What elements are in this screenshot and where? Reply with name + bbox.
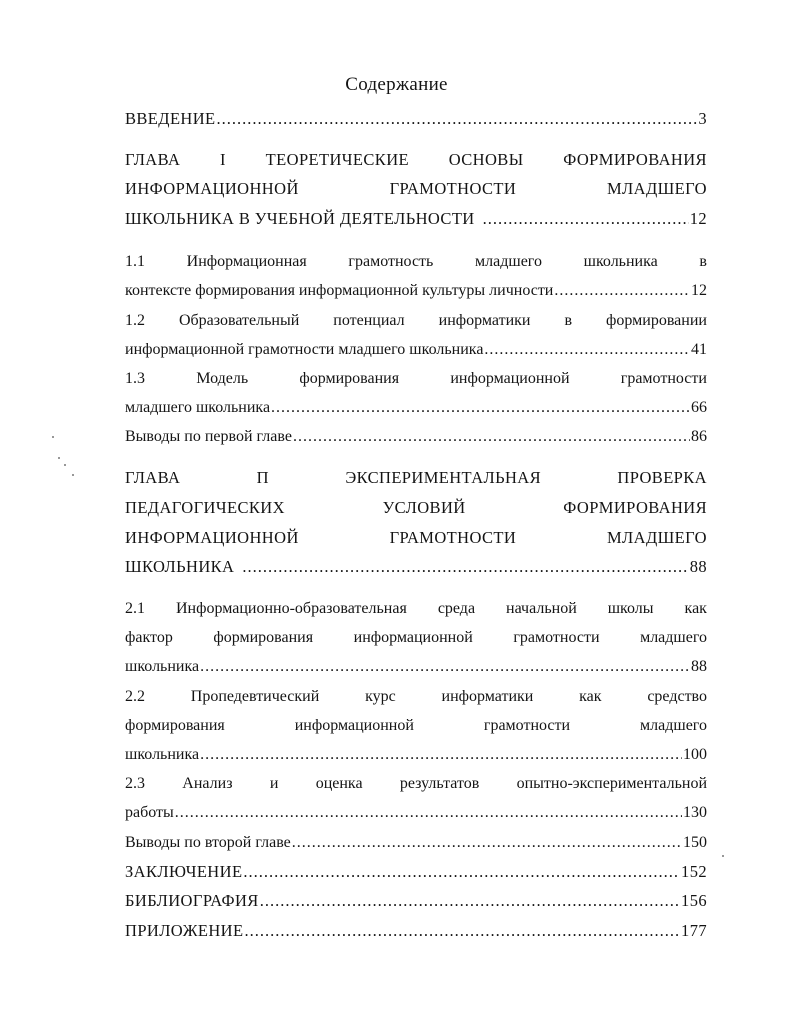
dot-leader xyxy=(293,427,690,447)
toc-s2-1-line2 xyxy=(125,628,707,648)
toc-page-number: 41 xyxy=(691,341,707,358)
toc-entry-text: информационной грамотности младшего школьника xyxy=(125,341,484,358)
page-title: Содержание xyxy=(345,74,448,95)
toc-entry-text: БИБЛИОГРАФИЯ xyxy=(125,891,259,910)
toc-word: 2.1 xyxy=(125,600,145,617)
toc-bibliography xyxy=(125,891,707,911)
toc-word: ПЕДАГОГИЧЕСКИХ xyxy=(125,498,285,517)
toc-conclusions2 xyxy=(125,833,707,853)
toc-word: грамотности xyxy=(513,629,600,646)
toc-conclusions1 xyxy=(125,427,707,447)
toc-entry-text: ВВЕДЕНИЕ xyxy=(125,109,216,128)
toc-word: оценка xyxy=(315,775,363,792)
toc-word: потенциал xyxy=(333,312,405,329)
toc-page-number: 177 xyxy=(681,921,707,940)
dot-leader xyxy=(200,657,690,677)
dot-leader xyxy=(484,340,690,360)
toc-s2-2-line1 xyxy=(125,687,707,707)
toc-word: информатики xyxy=(441,688,534,705)
toc-chapter2-line3 xyxy=(125,528,707,548)
toc-word: Модель xyxy=(196,370,249,387)
toc-word: П xyxy=(256,468,269,487)
toc-page-number: 12 xyxy=(689,209,707,228)
toc-entry-text: младшего школьника xyxy=(125,399,271,416)
toc-word: и xyxy=(269,775,279,792)
toc-word: формирования xyxy=(299,370,400,387)
toc-page-number: 66 xyxy=(691,399,707,416)
toc-word: 2.3 xyxy=(125,775,145,792)
toc-word: формировании xyxy=(606,312,707,329)
dot-leader xyxy=(554,281,690,301)
scan-speck xyxy=(72,474,74,476)
toc-chapter2-line1 xyxy=(125,468,707,488)
toc-page-number: 88 xyxy=(691,658,707,675)
dot-leader xyxy=(200,745,682,765)
toc-word: грамотность xyxy=(348,253,434,270)
toc-word: формирования xyxy=(213,629,314,646)
dot-leader xyxy=(271,398,690,418)
toc-s1-2-line1 xyxy=(125,311,707,331)
toc-chapter2-line4 xyxy=(125,557,707,577)
toc-s2-3-line1 xyxy=(125,774,707,794)
toc-entry-text: работы xyxy=(125,804,174,821)
toc-entry-text: контексте формирования информационной культуры личности xyxy=(125,282,554,299)
toc-s2-1-line1 xyxy=(125,599,707,619)
toc-word: Пропедевтический xyxy=(190,688,320,705)
toc-word: ГРАМОТНОСТИ xyxy=(389,179,517,198)
toc-word: ПРОВЕРКА xyxy=(617,468,707,487)
dot-leader xyxy=(175,803,682,823)
toc-word: формирования xyxy=(125,717,225,734)
toc-page-number: 3 xyxy=(698,109,707,128)
scan-speck xyxy=(64,464,66,466)
toc-word: Анализ xyxy=(182,775,233,792)
toc-chapter1-line3 xyxy=(125,209,707,229)
toc-word: как xyxy=(579,688,602,705)
toc-s2-2-line3 xyxy=(125,745,707,765)
toc-s2-2-line2 xyxy=(125,716,707,736)
toc-chapter1-line1 xyxy=(125,150,707,170)
toc-entry-intro xyxy=(125,109,707,129)
toc-entry-text: ШКОЛЬНИКА В УЧЕБНОЙ ДЕЯТЕЛЬНОСТИ xyxy=(125,209,475,228)
toc-word: ИНФОРМАЦИОННОЙ xyxy=(125,179,299,198)
toc-word: 2.2 xyxy=(125,688,145,705)
toc-page-number: 150 xyxy=(683,834,707,851)
toc-entry-text: ПРИЛОЖЕНИЕ xyxy=(125,921,244,940)
toc-s1-3-line1 xyxy=(125,369,707,389)
toc-chapter1-line2 xyxy=(125,179,707,199)
toc-word: фактор xyxy=(125,629,173,646)
toc-word: ЭКСПЕРИМЕНТАЛЬНАЯ xyxy=(345,468,542,487)
toc-conclusion xyxy=(125,862,707,882)
toc-page-number: 86 xyxy=(691,428,707,445)
toc-word: ИНФОРМАЦИОННОЙ xyxy=(125,528,299,547)
toc-word: информатики xyxy=(438,312,531,329)
toc-word: Образовательный xyxy=(178,312,300,329)
toc-entry-text: школьника xyxy=(125,746,200,763)
dot-leader xyxy=(243,862,680,882)
toc-word: как xyxy=(684,600,707,617)
toc-page-number: 156 xyxy=(681,891,707,910)
toc-word: ФОРМИРОВАНИЯ xyxy=(563,498,707,517)
toc-word: ГЛАВА xyxy=(125,150,181,169)
scan-speck xyxy=(58,457,60,459)
toc-word: школьника xyxy=(583,253,658,270)
toc-word: результатов xyxy=(399,775,480,792)
toc-s1-3-line2 xyxy=(125,398,707,418)
dot-leader xyxy=(217,109,698,129)
toc-word: начальной xyxy=(506,600,577,617)
toc-word: МЛАДШЕГО xyxy=(606,528,707,547)
toc-word: 1.3 xyxy=(125,370,145,387)
toc-word: Информационно-образовательная xyxy=(175,600,407,617)
toc-word: 1.2 xyxy=(125,312,145,329)
scan-speck xyxy=(52,436,54,438)
dot-leader xyxy=(244,921,680,941)
dot-leader xyxy=(242,557,688,577)
toc-s1-2-line2 xyxy=(125,340,707,360)
toc-word: грамотности xyxy=(483,717,571,734)
toc-chapter2-line2 xyxy=(125,498,707,518)
toc-word: ГЛАВА xyxy=(125,468,181,487)
toc-word: ТЕОРЕТИЧЕСКИЕ xyxy=(265,150,410,169)
toc-s1-1-line1 xyxy=(125,252,707,272)
dot-leader xyxy=(260,891,680,911)
dot-leader xyxy=(292,833,682,853)
toc-word: опытно-экспериментальной xyxy=(516,775,707,792)
toc-word: информационной xyxy=(294,717,414,734)
toc-entry-text: школьника xyxy=(125,658,200,675)
toc-s2-3-line2 xyxy=(125,803,707,823)
toc-word: младшего xyxy=(640,717,707,734)
toc-s2-1-line3 xyxy=(125,657,707,677)
toc-page-number: 130 xyxy=(683,804,707,821)
toc-page-number: 12 xyxy=(691,282,707,299)
toc-word: I xyxy=(220,150,226,169)
toc-page-number: 100 xyxy=(683,746,707,763)
toc-word: среда xyxy=(437,600,476,617)
toc-word: Информационная xyxy=(186,253,307,270)
scan-speck xyxy=(722,855,724,857)
toc-word: в xyxy=(699,253,707,270)
toc-entry-text: ШКОЛЬНИКА xyxy=(125,557,235,576)
toc-entry-text: Выводы по второй главе xyxy=(125,834,291,851)
toc-word: УСЛОВИЙ xyxy=(382,498,466,517)
toc-word: ФОРМИРОВАНИЯ xyxy=(563,150,707,169)
toc-entry-text: ЗАКЛЮЧЕНИЕ xyxy=(125,862,243,881)
toc-s1-1-line2 xyxy=(125,281,707,301)
toc-word: младшего xyxy=(640,629,707,646)
toc-word: ГРАМОТНОСТИ xyxy=(389,528,517,547)
toc-word: средство xyxy=(647,688,707,705)
toc-word: информационной xyxy=(450,370,570,387)
toc-entry-text: Выводы по первой главе xyxy=(125,428,292,445)
toc-word: школы xyxy=(607,600,654,617)
toc-word: курс xyxy=(365,688,396,705)
toc-word: грамотности xyxy=(620,370,707,387)
dot-leader xyxy=(483,209,689,229)
toc-word: информационной xyxy=(353,629,473,646)
toc-word: МЛАДШЕГО xyxy=(606,179,707,198)
toc-word: ОСНОВЫ xyxy=(448,150,524,169)
toc-page-number: 88 xyxy=(689,557,707,576)
toc-appendix xyxy=(125,921,707,941)
toc-word: в xyxy=(564,312,573,329)
toc-page-number: 152 xyxy=(681,862,707,881)
toc-word: 1.1 xyxy=(125,253,145,270)
toc-word: младшего xyxy=(475,253,542,270)
